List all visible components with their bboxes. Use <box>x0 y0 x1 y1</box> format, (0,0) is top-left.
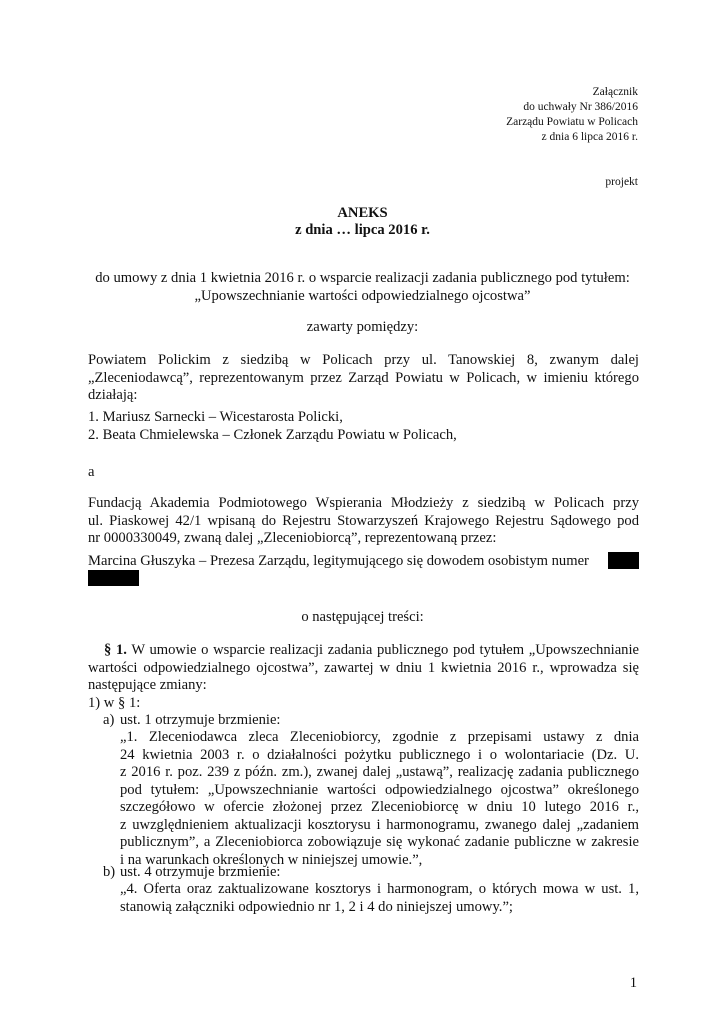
item-a-text: ust. 1 otrzymuje brzmienie: <box>120 712 281 728</box>
intro-line-2: „Upowszechnianie wartości odpowiedzialnego ojcostwa” <box>194 287 531 304</box>
party-2-line-1: Fundacją Akademia Podmiotowego Wspierania Młodzieży z siedzibą w Policach przy <box>88 495 639 511</box>
party-2-representative: Marcina Głuszyka – Prezesa Zarządu, legitymującego się dowodem osobistym numer <box>88 553 589 569</box>
quote-b-line: stanowią załączniki odpowiednio nr 1, 2 i 4 do niniejszej umowy.”; <box>120 898 513 915</box>
section-1 <box>88 642 639 712</box>
draft-status: projekt <box>605 176 638 188</box>
party-1-line-1: Powiatem Polickim z siedzibą w Policach przy ul. Tanowskiej 8, zwanym dalej <box>88 352 639 368</box>
intro <box>0 270 725 305</box>
redaction-block <box>608 552 639 569</box>
section-1-line-2: wartości odpowiedzialnego ojcostwa”, zawartej w dniu 1 kwietnia 2016 r., wprowadza się <box>88 659 639 676</box>
title-main: ANEKS <box>337 205 388 221</box>
party-1-line-2: „Zleceniodawcą”, reprezentowanym przez Zarząd Powiatu w Policach, w imieniu którego <box>88 369 639 386</box>
item-b-text: ust. 4 otrzymuje brzmienie: <box>120 864 281 880</box>
party-2 <box>88 495 639 548</box>
quote-a-line: pod tytułem: „Upowszechnianie wartości odpowiedzialnego ojcostwa” określonego <box>120 781 639 798</box>
party-2-line-3: nr 0000330049, zwaną dalej „Zleceniobiorcą”, reprezentowaną przez: <box>88 530 497 546</box>
section-1-line-1: § 1. W umowie o wsparcie realizacji zadania publicznego pod tytułem „Upowszechnianie <box>104 642 640 658</box>
annex-label: Załącznik <box>592 86 638 98</box>
representative-1: 1. Mariusz Sarnecki – Wicestarosta Policki, <box>88 409 343 425</box>
resolution-date: z dnia 6 lipca 2016 r. <box>541 131 638 143</box>
item-b-label: b) <box>103 864 116 880</box>
item-b-quote <box>120 881 639 916</box>
board-name: Zarządu Powiatu w Policach <box>506 116 638 128</box>
title-date: z dnia … lipca 2016 r. <box>295 222 430 238</box>
and-conjunction: a <box>88 464 95 480</box>
representative-2: 2. Beata Chmielewska – Członek Zarządu Powiatu w Policach, <box>88 426 457 443</box>
quote-a-line: 24 kwietnia 2003 r. o działalności pożytku publicznego i o wolontariacie (Dz. U. <box>120 746 639 763</box>
page-number: 1 <box>629 975 637 991</box>
quote-a-line: „1. Zleceniodawca zleca Zleceniobiorcy, zgodnie z przepisami ustawy z dnia <box>120 729 639 745</box>
section-mark: § 1. <box>104 642 127 658</box>
quote-a-line: szczegółowo w ofercie złożonej przez Zleceniobiorcę w dniu 10 lutego 2016 r., <box>120 799 639 815</box>
quote-a-line: i na warunkach określonych w niniejszej umowie.”, <box>120 851 423 868</box>
item-a-label: a) <box>103 712 115 728</box>
quote-a-line: z uwzględnieniem aktualizacji kosztorysu i harmonogramu, zwanego dalej „zadaniem <box>120 816 639 833</box>
annex-header <box>338 85 638 145</box>
document-title <box>0 205 725 239</box>
quote-a-line: z 2016 r. poz. 239 z późn. zm.), zwanej dalej „ustawą”, realizację zadania publicznego <box>120 764 639 780</box>
content-intro: o następującej treści: <box>301 609 424 625</box>
resolution-ref: do uchwały Nr 386/2016 <box>523 101 638 113</box>
item-a-quote <box>120 729 639 869</box>
concluded-between: zawarty pomiędzy: <box>306 319 419 335</box>
redaction-block <box>88 570 139 586</box>
party-1-representatives <box>88 409 639 444</box>
party-1-line-3: działają: <box>88 387 138 403</box>
party-1 <box>88 352 639 405</box>
section-1-line-3: następujące zmiany: <box>88 677 207 693</box>
intro-line-1: do umowy z dnia 1 kwietnia 2016 r. o wsparcie realizacji zadania publicznego pod tytułem: <box>95 270 630 286</box>
point-1: 1) w § 1: <box>88 694 141 711</box>
quote-a-line: publicznym”, a Zleceniobiorca zobowiązuje się wykonać zadanie publiczne w zakresie <box>120 834 639 850</box>
quote-b-line: „4. Oferta oraz zaktualizowane kosztorys i harmonogram, o których mowa w ust. 1, <box>120 881 639 897</box>
party-2-line-2: ul. Piaskowej 42/1 wpisaną do Rejestru Stowarzyszeń Krajowego Rejestru Sądowego pod <box>88 512 639 529</box>
